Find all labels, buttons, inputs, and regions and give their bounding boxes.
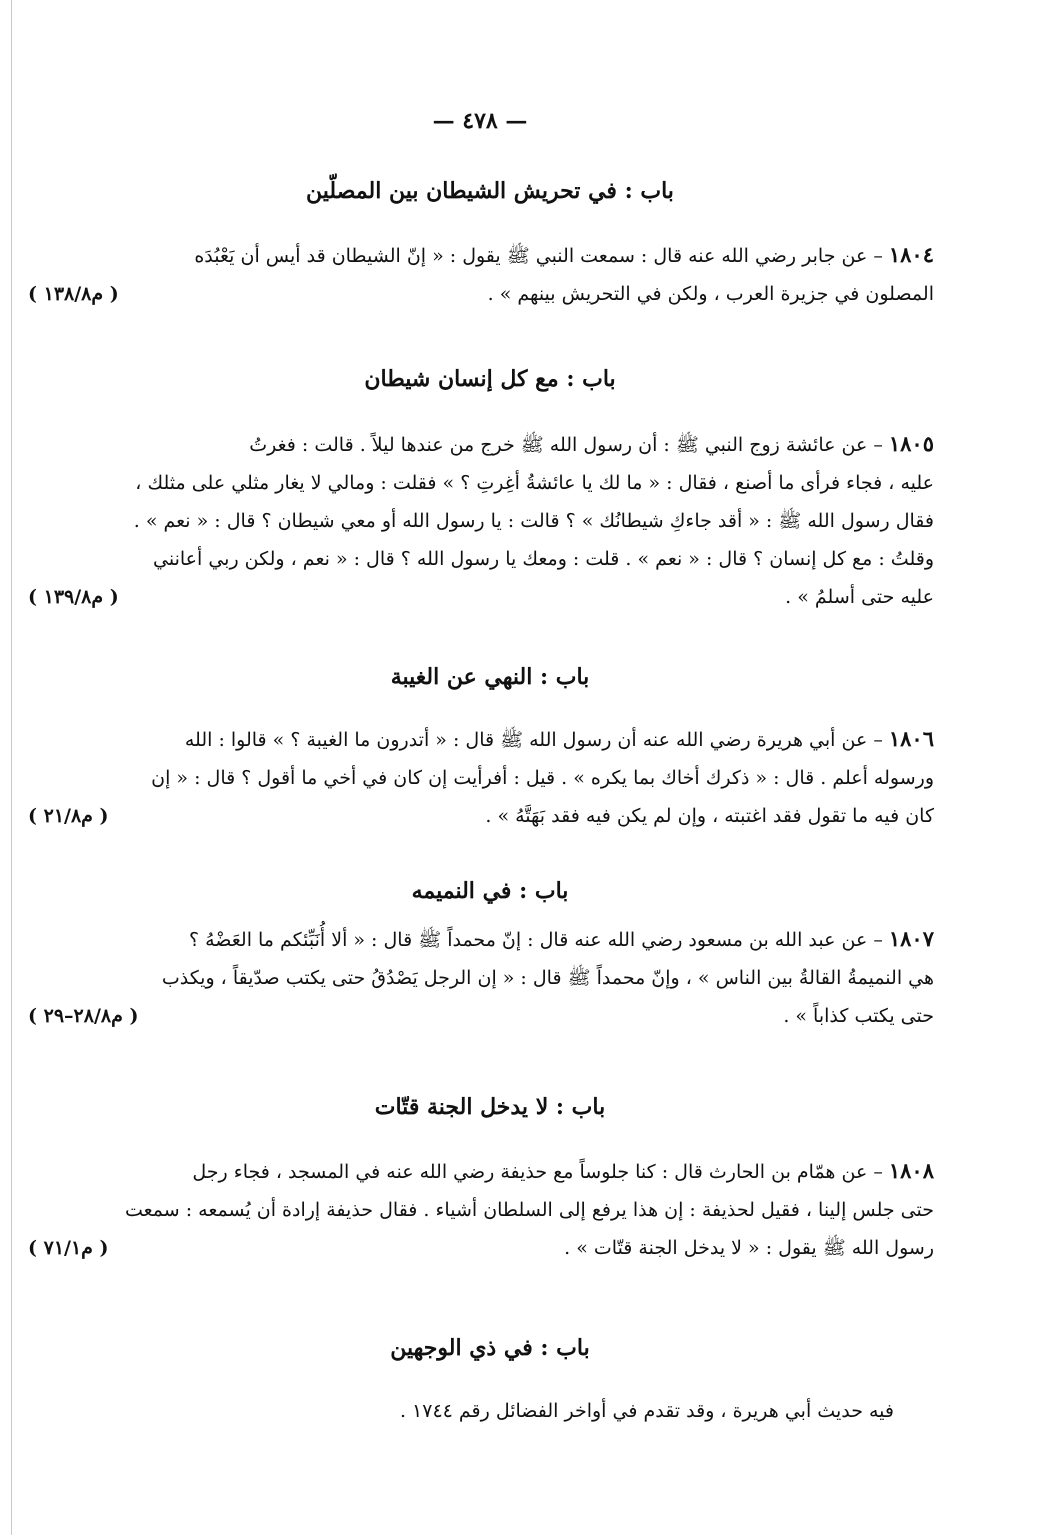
hadith-1804 xyxy=(28,236,934,313)
hadith-line: فقال رسول الله ﷺ : « أقد جاءكِ شيطانُك » ؟ قالت : يا رسول الله أو معي شيطان ؟ قال : « نعم » . xyxy=(133,510,934,532)
hadith-1805 xyxy=(28,425,934,616)
hadith-line: ( م١٣٩/٨ ) عليه حتى أسلمُ » . xyxy=(28,578,934,616)
hadith-line: عليه ، فجاء فرأى ما أصنع ، فقال : « ما لك يا عائشةُ أغِرتِ ؟ » فقلت : ومالي لا يغار مثلي على مثلك ، xyxy=(135,472,934,494)
section-title-6: باب : في ذي الوجهين xyxy=(390,1335,590,1361)
section-title-3: باب : النهي عن الغيبة xyxy=(390,664,590,690)
page-number: — ٤٧٨ — xyxy=(432,108,528,134)
hadith-line: حتى جلس إلينا ، فقيل لحذيفة : إن هذا يرفع إلى السلطان أشياء . فقال حذيفة إرادة أن يُسمعه : سمعت xyxy=(124,1199,934,1221)
hadith-line: ( م٧١/١ ) رسول الله ﷺ يقول : « لا يدخل الجنة قتّات » . xyxy=(28,1229,934,1267)
hadith-number: ١٨٠٥ xyxy=(888,431,934,456)
section-note xyxy=(28,1392,934,1430)
hadith-reference: ( م٧١/١ ) xyxy=(28,1237,109,1259)
hadith-reference: ( م٢٨/٨–٢٩ ) xyxy=(28,1005,139,1027)
hadith-1807 xyxy=(28,920,934,1035)
section-title-5: باب : لا يدخل الجنة قتّات xyxy=(374,1094,606,1120)
hadith-1808 xyxy=(28,1152,934,1267)
scan-edge-line xyxy=(11,0,12,1535)
hadith-line: ورسوله أعلم . قال : « ذكرك أخاك بما يكره » . قيل : أفرأيت إن كان في أخي ما أقول ؟ قال : « إن xyxy=(151,767,934,789)
hadith-number: ١٨٠٤ xyxy=(888,242,934,267)
hadith-line: ١٨٠٤ – عن جابر رضي الله عنه قال : سمعت النبي ﷺ يقول : « إنّ الشيطان قد أيس أن يَعْبُدَه xyxy=(194,242,934,267)
hadith-line: ( م٢١/٨ ) كان فيه ما تقول فقد اغتبته ، وإن لم يكن فيه فقد بَهَتَّهُ » . xyxy=(28,797,934,835)
hadith-number: ١٨٠٨ xyxy=(888,1158,934,1183)
hadith-line: وقلتُ : مع كل إنسان ؟ قال : « نعم » . قلت : ومعك يا رسول الله ؟ قال : « نعم ، ولكن ربي أعانني xyxy=(153,548,934,570)
hadith-number: ١٨٠٦ xyxy=(888,726,934,751)
hadith-line: ( م١٣٨/٨ ) المصلون في جزيرة العرب ، ولكن في التحريش بينهم » . xyxy=(28,275,934,313)
hadith-number: ١٨٠٧ xyxy=(888,926,934,951)
section-title-4: باب : في النميمه xyxy=(411,878,569,904)
section-title-1: باب : في تحريش الشيطان بين المصلّين xyxy=(306,178,674,204)
note-line: فيه حديث أبي هريرة ، وقد تقدم في أواخر الفضائل رقم ١٧٤٤ . xyxy=(399,1400,894,1422)
hadith-1806 xyxy=(28,720,934,835)
hadith-line: ١٨٠٥ – عن عائشة زوج النبي ﷺ : أن رسول الله ﷺ خرج من عندها ليلاً . قالت : فغرتُ xyxy=(249,431,934,456)
hadith-line: ( م٢٨/٨–٢٩ ) حتى يكتب كذاباً » . xyxy=(28,997,934,1035)
hadith-line: هي النميمةُ القالةُ بين الناس » ، وإنّ محمداً ﷺ قال : « إن الرجل يَصْدُقُ حتى يكتب صدّيقاً ، ويكذب xyxy=(161,967,934,989)
hadith-reference: ( م١٣٩/٨ ) xyxy=(28,586,119,608)
hadith-line: ١٨٠٨ – عن همّام بن الحارث قال : كنا جلوساً مع حذيفة رضي الله عنه في المسجد ، فجاء رجل xyxy=(192,1158,934,1183)
section-title-2: باب : مع كل إنسان شيطان xyxy=(364,366,616,392)
hadith-line: ١٨٠٦ – عن أبي هريرة رضي الله عنه أن رسول الله ﷺ قال : « أتدرون ما الغيبة ؟ » قالوا : الله xyxy=(184,726,934,751)
hadith-reference: ( م١٣٨/٨ ) xyxy=(28,283,119,305)
hadith-reference: ( م٢١/٨ ) xyxy=(28,805,109,827)
hadith-line: ١٨٠٧ – عن عبد الله بن مسعود رضي الله عنه قال : إنّ محمداً ﷺ قال : « ألا أُنَبِّئكم ما العَضْهُ ؟ xyxy=(188,926,934,951)
